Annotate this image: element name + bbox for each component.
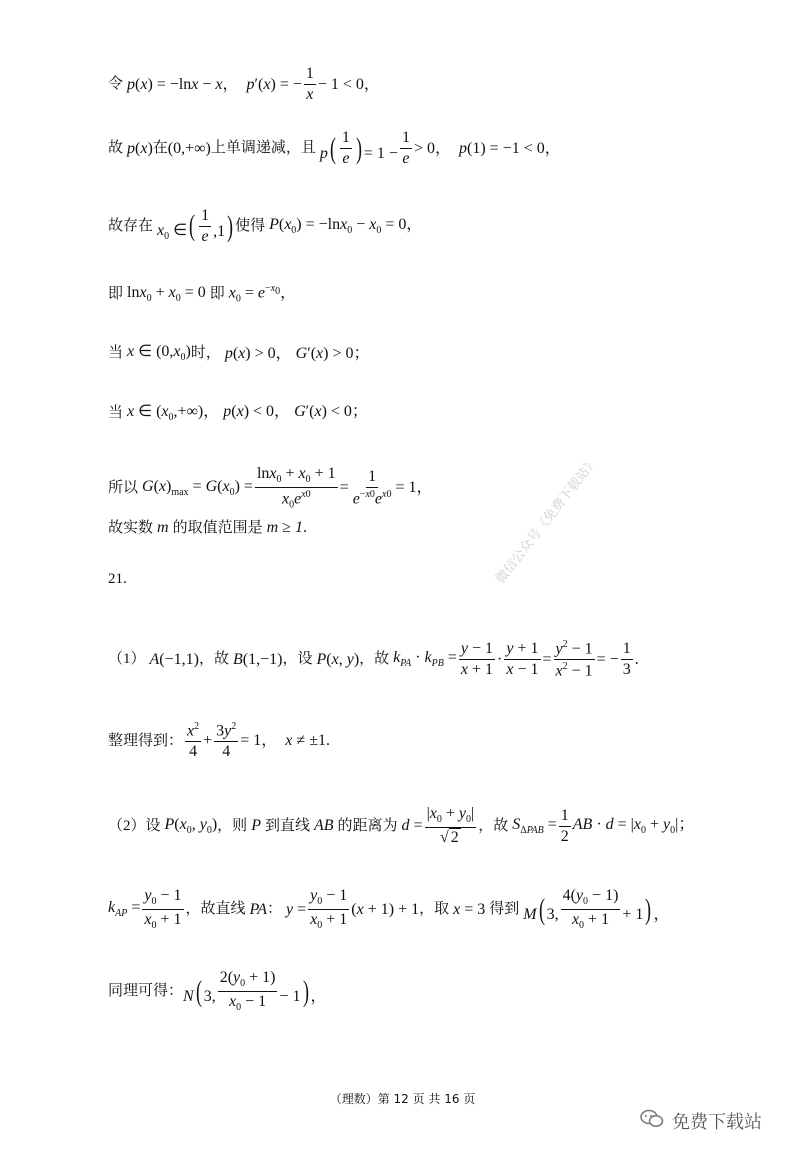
- watermark-text: 微信公众号《免费下载站》: [493, 454, 602, 587]
- math-plus: +: [203, 732, 213, 750]
- math-kpa-kpb: $k_{PA} \cdot k_{PB}$ =: [393, 649, 457, 670]
- math-p-e-val: ) = 1 −: [355, 131, 398, 165]
- math-M: M( 3,: [523, 892, 559, 926]
- math-eq-2: =: [542, 650, 552, 668]
- math-m: m: [157, 519, 169, 536]
- math-p-def: p(x) = −lnx − x， p′(x) = −: [127, 75, 302, 93]
- text-such-that: 使得: [235, 218, 266, 234]
- frac-N: $\frac{2(y_0 + 1)}{x_0 - 1}$: [219, 969, 276, 1014]
- frac-1-over-e-3: $\frac{1}{e}$: [201, 207, 210, 245]
- text-to-line: 到直线: [264, 817, 310, 834]
- line-3: [108, 208, 765, 245]
- text-take: ，取: [419, 901, 450, 918]
- wechat-logo: [640, 1108, 762, 1134]
- math-interval: (0,+∞): [167, 139, 211, 157]
- text-exists: 故存在: [108, 218, 154, 234]
- math-x0-exp: $x_0 = e^{-x_0}$，: [228, 283, 297, 305]
- math-Pxy: P(x, y): [316, 650, 360, 668]
- text-dang-2: 当: [108, 405, 124, 422]
- line-ellipse: [108, 722, 765, 760]
- line-part2: [108, 806, 765, 846]
- math-Gmax: $G(x)_{max} = G(x_0)$ =: [142, 477, 253, 498]
- math-P: P: [251, 817, 261, 835]
- math-x3: x = 3: [453, 900, 490, 918]
- math-eq: =: [339, 479, 349, 497]
- math-ln-x0: $\ln x_0 + x_0 = 0$: [123, 283, 210, 304]
- math-S: $S_{\Delta PAB}$ =: [512, 815, 557, 836]
- frac-gmax-2: $\frac{1}{e^{-x0}e^{x0}}$: [352, 468, 392, 508]
- math-P-x0-y0: $P(x_0$, $y_0$): [164, 815, 218, 836]
- math-signs-2: x ∈ $(x_0,+\infty)$， p(x) < 0， G′(x) < 0；: [127, 403, 368, 424]
- text-decreasing: 上单调递减，且: [210, 140, 316, 156]
- text-dang: 当: [108, 345, 124, 362]
- math-px: p(x): [127, 139, 153, 157]
- math-AB: AB: [313, 817, 334, 835]
- wechat-icon: [640, 1109, 664, 1134]
- math-A: A(−1,1): [149, 650, 199, 668]
- math-signs-1: p(x) > 0， G′(x) > 0；: [224, 344, 370, 362]
- line-part1: [108, 640, 765, 680]
- frac-1-over-e: $\frac{1}{e}$: [341, 129, 350, 167]
- math-eq-3: = −: [596, 650, 619, 668]
- math-x0-in: $x_0$ ∈(: [157, 208, 196, 243]
- text-arrange: 整理得到：: [108, 732, 184, 749]
- text-colon: ：: [267, 901, 283, 918]
- math-eq-ellipse: = 1， x ≠ ±1.: [240, 732, 330, 750]
- math-m-ge-1: m ≥ 1.: [266, 519, 307, 536]
- math-area: AB · $d = |x_0 + y_0|$；: [572, 815, 695, 836]
- frac-1-over-e-2: $\frac{1}{e}$: [401, 129, 410, 167]
- line-6: [108, 404, 765, 423]
- line-4: [108, 284, 765, 305]
- math-y: y =: [286, 900, 307, 918]
- logo-text: 免费下载站: [672, 1112, 762, 1133]
- frac-distance: $\frac{|x_0 + y_0|}{√ 2}$: [426, 805, 475, 847]
- frac-half: $\frac{1}{2}$: [560, 806, 569, 845]
- frac-k2: $\frac{y + 1}{x - 1}$: [506, 640, 539, 679]
- frac-k3: $\frac{y^2 - 1}{x^2 - 1}$: [555, 639, 593, 680]
- frac-M: $\frac{4(y_0 - 1)}{x_0 + 1}$: [562, 887, 619, 932]
- text-shi: 时，: [190, 345, 221, 362]
- line-8: [108, 520, 765, 536]
- text-line-pa: ，故直线: [185, 901, 246, 918]
- text-get: 得到: [489, 901, 520, 918]
- text-real-m: 故实数: [108, 519, 154, 536]
- text-part2-label: （2）设: [108, 817, 161, 834]
- text-range: 的取值范围是: [172, 519, 263, 536]
- frac-gmax: $\frac{\ln x_0 + x_0 + 1}{x_0e^{x0}}$: [256, 465, 336, 511]
- math-kap: $k_{AP}$ =: [108, 899, 141, 920]
- math-B: B(1,−1): [233, 650, 283, 668]
- line-7: [108, 466, 765, 511]
- text-ling: 令: [108, 76, 124, 92]
- text-ze: ，则: [217, 817, 248, 834]
- frac-1-over-x: $\frac{1}{x}$: [305, 65, 314, 103]
- line-N: [108, 970, 765, 1013]
- math-PA: PA: [249, 900, 267, 918]
- text-she: ，设: [282, 651, 313, 668]
- math-dot: ·: [497, 650, 503, 668]
- frac-k1: $\frac{y - 1}{x + 1}$: [460, 640, 494, 679]
- text-zai: 在: [152, 140, 168, 156]
- text-ji: 即: [108, 285, 124, 302]
- line-5: [108, 344, 765, 363]
- math-N-end: − 1) ，: [279, 974, 327, 1008]
- frac-one-third: $\frac{1}{3}$: [622, 640, 631, 679]
- text-similarly: 同理可得：: [108, 983, 184, 1000]
- math-x-in-1: x ∈ $(0,x_0)$: [127, 343, 191, 364]
- text-part1-label: （1）: [108, 651, 146, 668]
- problem-number: [108, 572, 765, 587]
- math-interval-end: ,1): [213, 209, 234, 243]
- text-gu: 故: [108, 140, 124, 156]
- frac-3y2-4: $\frac{3y^2}{4}$: [216, 721, 237, 761]
- frac-kap: $\frac{y_0 - 1}{x_0 + 1}$: [144, 887, 182, 932]
- frac-x2-4: $\frac{x^2}{4}$: [187, 721, 200, 761]
- page-footer: （理数）第 12 页 共 16 页: [329, 1092, 476, 1106]
- math-line-eq: (x + 1) + 1: [351, 900, 420, 918]
- math-Px0: $P(x_0) = -\ln x_0 - x_0 = 0$，: [269, 215, 423, 237]
- text-distance: 的距离为: [337, 817, 398, 834]
- text-suoyi: 所以: [108, 479, 139, 496]
- line-2: [108, 130, 765, 167]
- math-period: .: [634, 650, 639, 668]
- math-M-end: + 1) ，: [622, 892, 670, 926]
- text-21: 21.: [108, 571, 127, 587]
- math-N: N( 3,: [183, 974, 216, 1008]
- math-d: d =: [401, 817, 423, 835]
- math-cont: − 1 < 0，: [317, 75, 380, 93]
- text-gu-5: ，故: [478, 817, 509, 834]
- frac-slope: $\frac{y_0 - 1}{x_0 + 1}$: [310, 887, 348, 932]
- text-gu-3: ，故: [198, 651, 229, 668]
- math-p-e: p(: [319, 131, 336, 165]
- math-eq-1: = 1，: [395, 479, 433, 497]
- line-kap: [108, 888, 765, 931]
- text-ji-2: 即: [209, 285, 225, 302]
- text-gu-4: ，故: [359, 651, 390, 668]
- math-p1: > 0， p(1) = −1 < 0，: [413, 139, 561, 157]
- line-1: [108, 66, 765, 103]
